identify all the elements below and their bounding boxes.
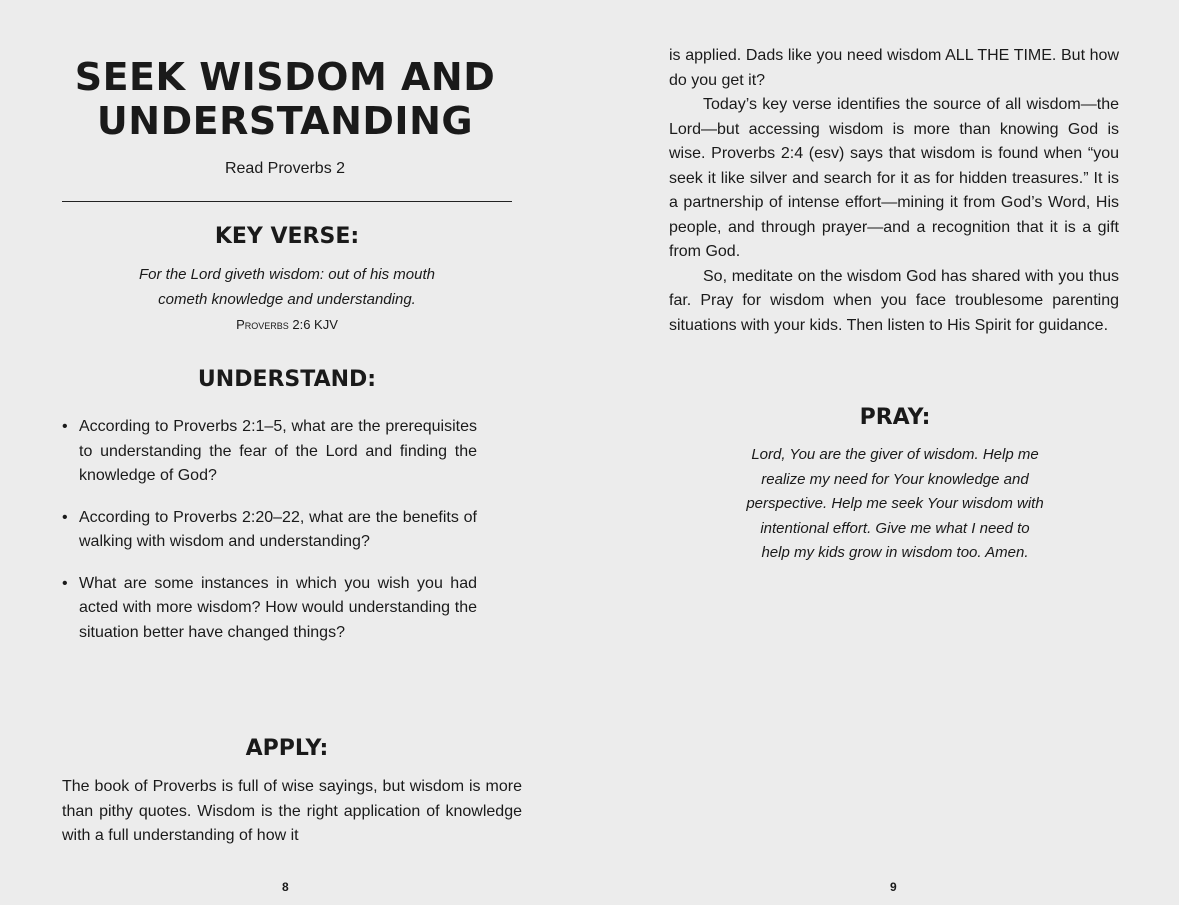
pray-heading: PRAY: [859, 405, 931, 430]
bullet-icon: • [62, 574, 68, 592]
question-text: What are some instances in which you wish you had acted with more wisdom? How would understanding the situation better have changed things? [79, 574, 477, 641]
key-verse [62, 262, 512, 337]
key-verse-line-1: For the Lord giveth wisdom: out of his mouth [139, 266, 435, 283]
apply-text: The book of Proverbs is full of wise sayings, but wisdom is more than pithy quotes. Wisdom is the right application of knowledge with a full understanding of how it [62, 778, 522, 844]
question-item [62, 572, 477, 646]
question-text: According to Proverbs 2:20–22, what are the benefits of walking with wisdom and understanding? [79, 508, 477, 550]
prayer-text [700, 443, 1090, 566]
question-text: According to Proverbs 2:1–5, what are the prerequisites to understanding the fear of the Lord and finding the knowledge of God? [79, 418, 477, 484]
page-number-left: 8 [282, 880, 289, 894]
prayer-line-4: intentional effort. Give me what I need to [760, 519, 1030, 537]
key-verse-heading: KEY VERSE: [214, 224, 360, 249]
bullet-icon: • [62, 418, 68, 435]
understand-heading: UNDERSTAND: [197, 367, 377, 392]
apply-heading: APPLY: [245, 736, 329, 761]
page-number-right: 9 [890, 880, 897, 894]
prayer-line-5: help my kids grow in wisdom too. Amen. [761, 544, 1029, 561]
prayer-line-1: Lord, You are the giver of wisdom. Help me [751, 446, 1039, 463]
title-line-2: UNDERSTANDING [96, 99, 474, 143]
apply-continued [669, 44, 1119, 338]
question-item [62, 506, 477, 555]
title-line-1: SEEK WISDOM AND [74, 55, 496, 99]
page-title [60, 55, 510, 143]
paragraph-1: is applied. Dads like you need wisdom ALL THE TIME. But how do you get it? [669, 47, 1119, 89]
reading-reference: Read Proverbs 2 [224, 160, 346, 177]
key-verse-reference: Proverbs 2:6 KJV [236, 317, 338, 332]
key-verse-line-2: cometh knowledge and understanding. [158, 291, 416, 308]
bullet-icon: • [62, 508, 68, 526]
divider [62, 201, 512, 202]
prayer-line-3: perspective. Help me seek Your wisdom with [746, 495, 1044, 512]
question-list [62, 415, 477, 662]
paragraph-2: Today’s key verse identifies the source of all wisdom—the Lord—but accessing wisdom is more than knowing God is wise. Proverbs 2:4 (esv) says that wisdom is found when “you seek it like silver and search for it as for hidden treasures.” It is a partnership of intense effort—mining it from God’s Word, His people, and through prayer—and a recognition that it is a gift from God. [669, 96, 1119, 260]
question-item [62, 415, 477, 489]
left-page [0, 0, 580, 905]
prayer-line-2: realize my need for Your knowledge and [761, 470, 1029, 488]
paragraph-3: So, meditate on the wisdom God has shared with you thus far. Pray for wisdom when you face troublesome parenting situations with your kids. Then listen to His Spirit for guidance. [669, 267, 1119, 334]
